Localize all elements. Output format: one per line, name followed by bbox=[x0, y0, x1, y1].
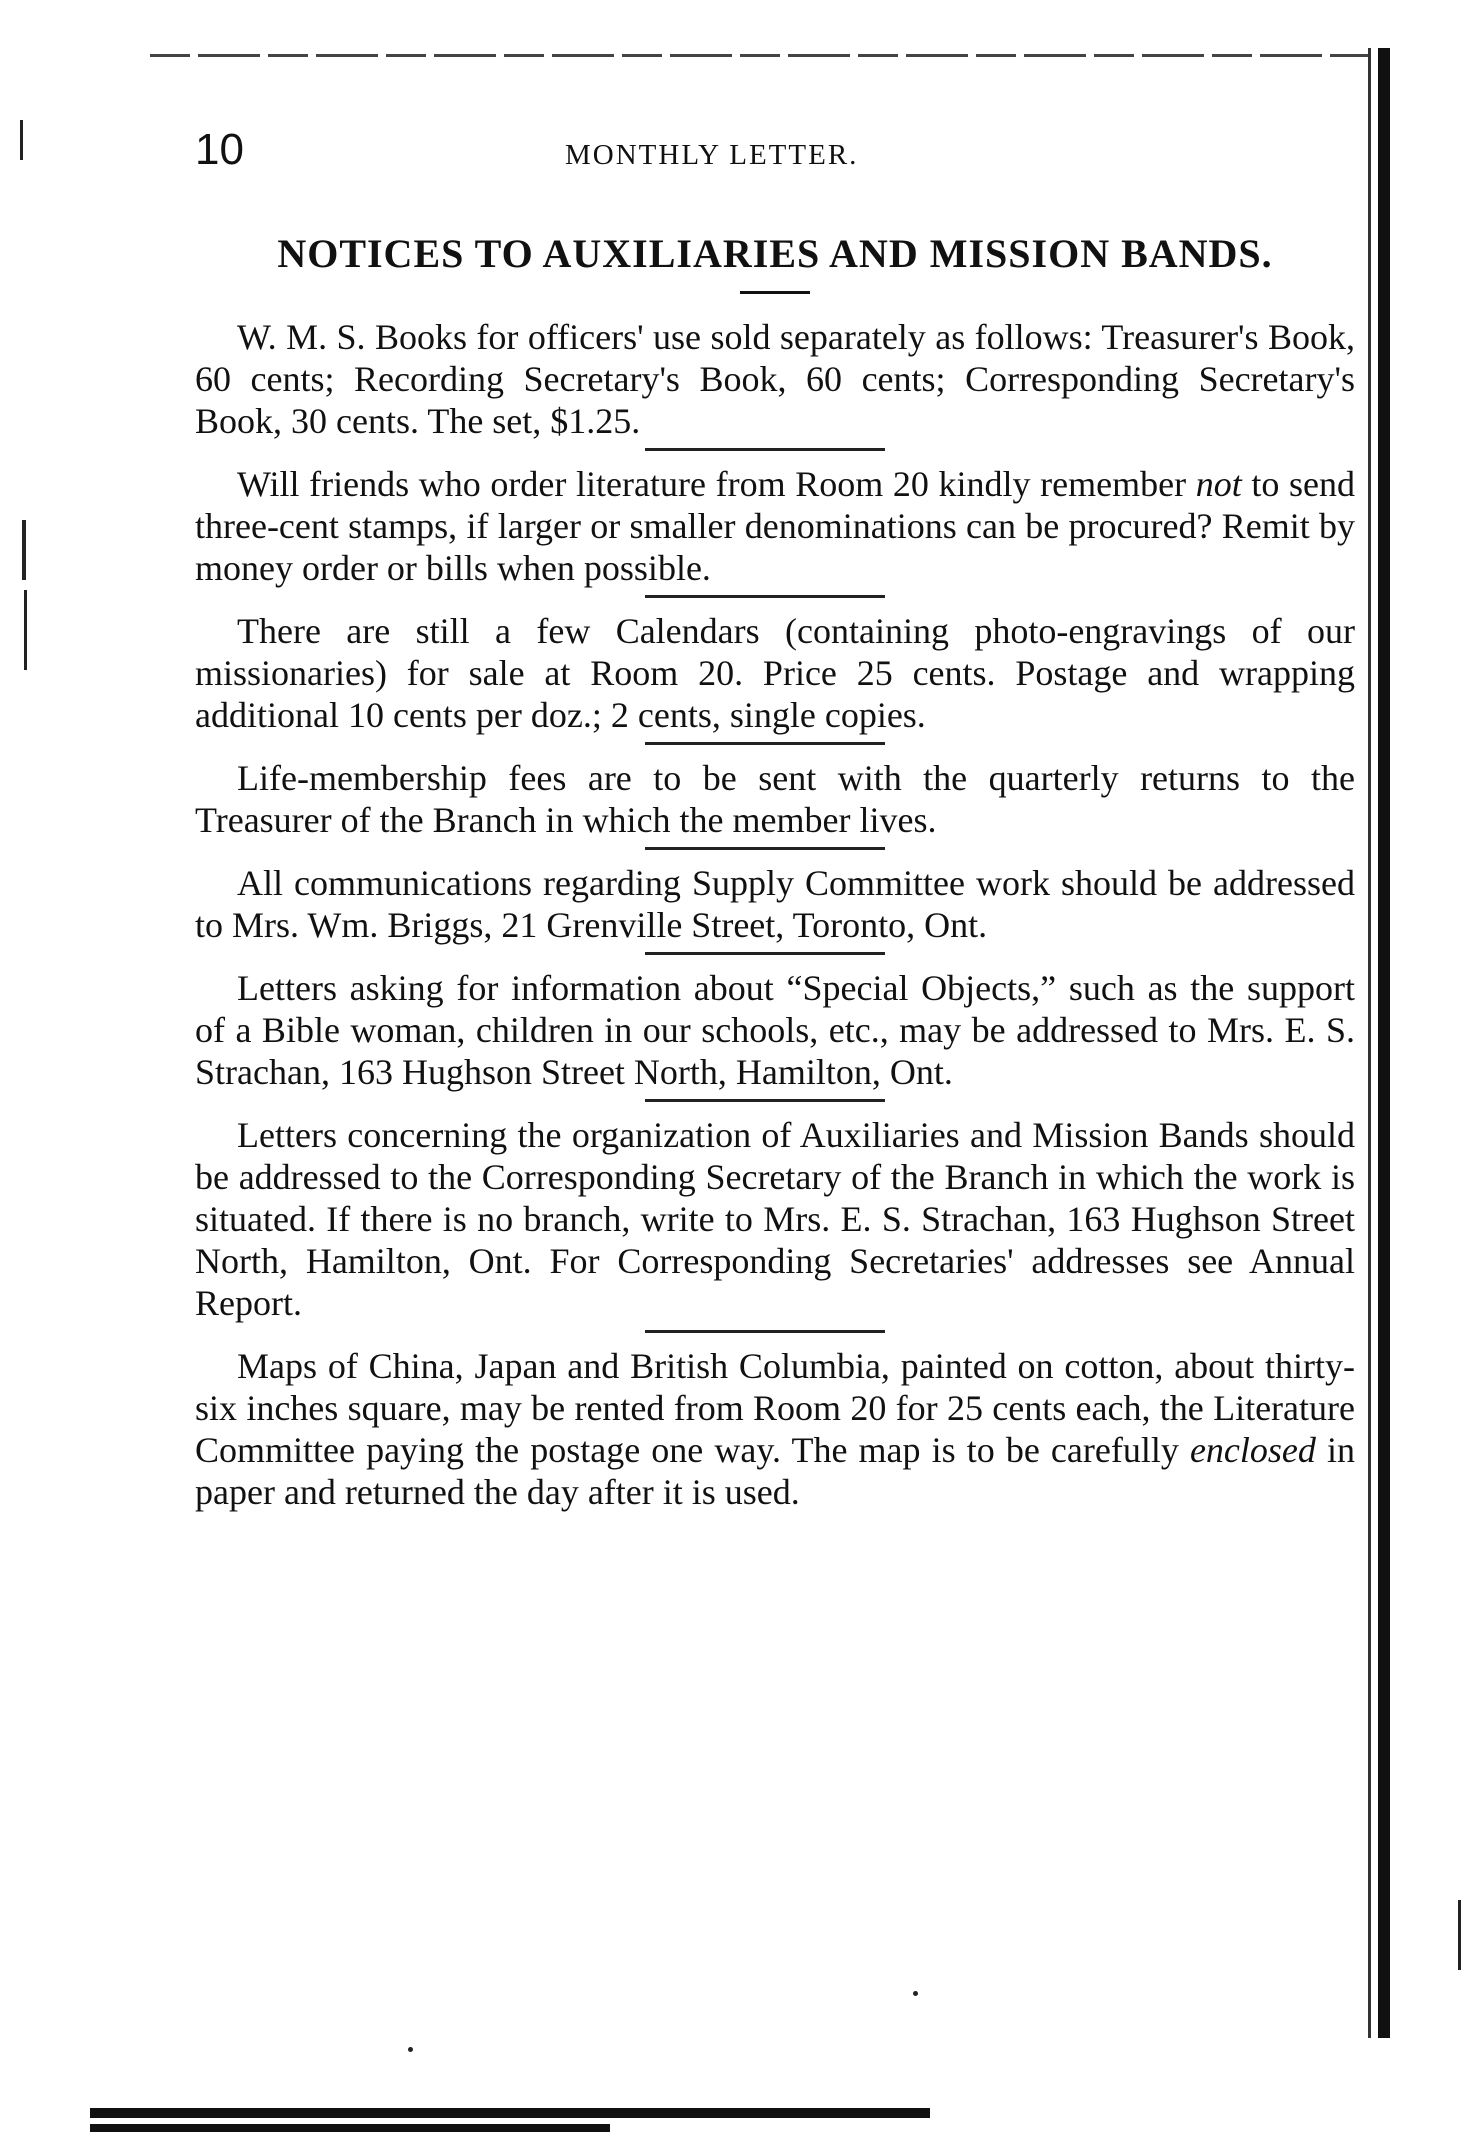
notice-text: Maps of China, Japan and British Columbia, painted on cotton, about thirty-six inches square, may be rented from Room 20 for 25 cents each, the Literature Committee paying the postage one way. The map is to be carefully bbox=[195, 1346, 1355, 1470]
notice-text: in paper and returned the day after it is used. bbox=[195, 1430, 1355, 1512]
notice-divider bbox=[645, 847, 885, 850]
notice-divider bbox=[645, 742, 885, 745]
notice-special-objects bbox=[195, 967, 1355, 1093]
notice-text: There are still a few Calendars (containing photo-engravings of our missionaries) for sale at Room 20. Price 25 cents. Postage and wrapping additional 10 cents per doz.; 2 cents, single copies. bbox=[195, 611, 1355, 735]
running-head: MONTHLY LETTER. bbox=[565, 139, 859, 171]
page-dot bbox=[408, 2047, 413, 2052]
notice-divider bbox=[645, 448, 885, 451]
notice-divider bbox=[645, 1099, 885, 1102]
notice-organization bbox=[195, 1114, 1355, 1324]
page-title: NOTICES TO AUXILIARIES AND MISSION BANDS. bbox=[277, 231, 1273, 276]
page-dot bbox=[913, 1991, 918, 1996]
notice-text: All communications regarding Supply Committee work should be addressed to Mrs. Wm. Briggs, 21 Grenville Street, Toronto, Ont. bbox=[195, 863, 1355, 945]
notice-text: W. M. S. Books for officers' use sold separately as follows: Treasurer's Book, 60 cents; Recording Secretary's Book, 60 cents; Corresponding Secretary's Book, 30 cents. The set, $1.25. bbox=[195, 317, 1355, 441]
notice-books bbox=[195, 316, 1355, 442]
notice-text: Letters asking for information about “Special Objects,” such as the support of a Bible woman, children in our schools, etc., may be addressed to Mrs. E. S. Strachan, 163 Hughson Street North, Hamilton, Ont. bbox=[195, 968, 1355, 1092]
notice-text: Letters concerning the organization of Auxiliaries and Mission Bands should be addressed to the Corresponding Secretary of the Branch in which the work is situated. If there is no branch, write to Mrs. E. S. Strachan, 163 Hughson Street North, Hamilton, Ont. For Corresponding Secretaries' addresses see Annual Report. bbox=[195, 1115, 1355, 1323]
notice-supply-committee bbox=[195, 862, 1355, 946]
notice-divider bbox=[645, 952, 885, 955]
right-border-thin-rule bbox=[1368, 48, 1371, 2038]
page-content bbox=[195, 125, 1355, 1513]
notice-maps bbox=[195, 1345, 1355, 1513]
right-border-rule bbox=[1378, 48, 1390, 2038]
title-rule bbox=[740, 291, 810, 294]
notice-text: Life-membership fees are to be sent with the quarterly returns to the Treasurer of the Branch in which the member lives. bbox=[195, 758, 1355, 840]
notice-emphasis: not bbox=[1195, 464, 1242, 504]
bottom-border-rule bbox=[90, 2124, 610, 2132]
page-number: 10 bbox=[195, 125, 244, 174]
notice-emphasis: enclosed bbox=[1189, 1430, 1316, 1470]
notice-text: to send three-cent stamps, if larger or smaller denominations can be procured? Remit by money order or bills when possible. bbox=[195, 464, 1355, 588]
scan-mark bbox=[22, 520, 26, 580]
notice-life-membership bbox=[195, 757, 1355, 841]
top-border-rule bbox=[150, 54, 1380, 57]
running-header bbox=[195, 125, 1355, 177]
scan-mark bbox=[20, 120, 23, 160]
notice-text: Will friends who order literature from Room 20 kindly remember bbox=[237, 464, 1196, 504]
notice-divider bbox=[645, 595, 885, 598]
notice-stamps bbox=[195, 463, 1355, 589]
scan-mark bbox=[1458, 1900, 1461, 1970]
notice-divider bbox=[645, 1330, 885, 1333]
bottom-border-rule bbox=[90, 2108, 930, 2118]
notice-calendars bbox=[195, 610, 1355, 736]
scan-mark bbox=[24, 590, 27, 670]
